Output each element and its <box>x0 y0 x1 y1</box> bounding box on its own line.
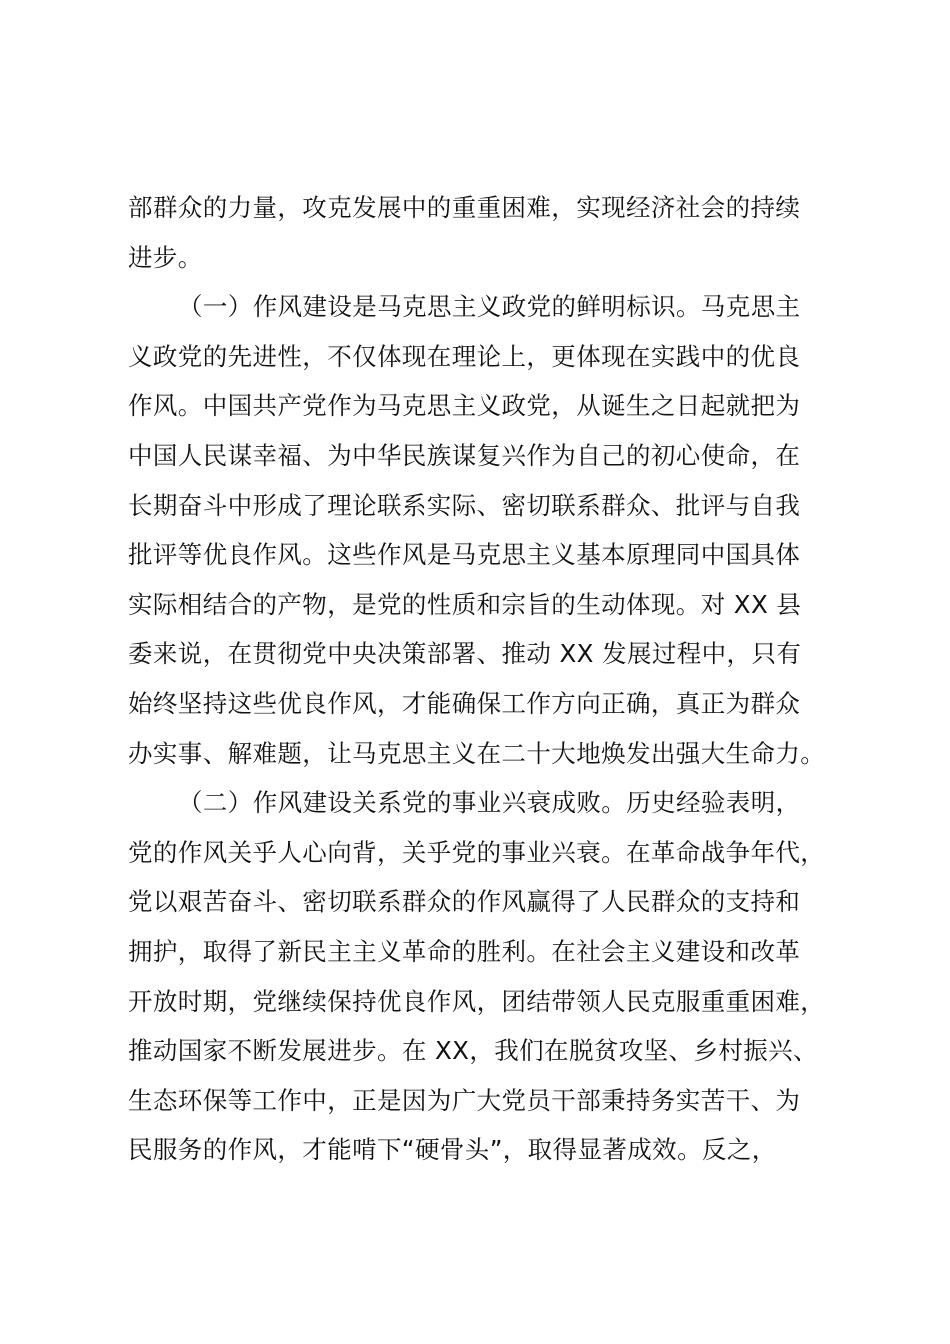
text-line: 办实事、解难题，让马克思主义在二十大地焕发出强大生命力。 <box>128 738 826 768</box>
text-line: 推动国家不断发展进步。在 XX，我们在脱贫攻坚、乡村振兴、 <box>128 1036 818 1066</box>
text-line: 党以艰苦奋斗、密切联系群众的作风赢得了人民群众的支持和 <box>128 887 801 917</box>
text-line: 中国人民谋幸福、为中华民族谋复兴作为自己的初心使命，在 <box>128 440 801 470</box>
text-line: 民服务的作风，才能啃下“硬骨头”，取得显著成效。反之， <box>128 1135 777 1165</box>
text-line: 长期奋斗中形成了理论联系实际、密切联系群众、批评与自我 <box>128 490 801 520</box>
body-text <box>128 183 833 1175</box>
text-line: 开放时期，党继续保持优良作风，团结带领人民克服重重困难， <box>128 986 826 1016</box>
text-line: 拥护，取得了新民主主义革命的胜利。在社会主义建设和改革 <box>128 936 801 966</box>
section-heading-line: （一）作风建设是马克思主义政党的鲜明标识。马克思主 <box>178 292 801 322</box>
text-line: 义政党的先进性，不仅体现在理论上，更体现在实践中的优良 <box>128 341 801 371</box>
section-heading-line: （二）作风建设关系党的事业兴衰成败。历史经验表明， <box>178 788 801 818</box>
text-line: 批评等优良作风。这些作风是马克思主义基本原理同中国具体 <box>128 540 801 570</box>
text-line: 生态环保等工作中，正是因为广大党员干部秉持务实苦干、为 <box>128 1085 801 1115</box>
text-line: 实际相结合的产物，是党的性质和宗旨的生动体现。对 XX 县 <box>128 589 802 619</box>
text-line: 部群众的力量，攻克发展中的重重困难，实现经济社会的持续 <box>128 193 801 222</box>
text-line: 始终坚持这些优良作风，才能确保工作方向正确，真正为群众 <box>128 688 801 718</box>
text-line: 进步。 <box>128 242 203 272</box>
text-line: 委来说，在贯彻党中央决策部署、推动 XX 发展过程中，只有 <box>128 639 802 669</box>
text-line: 党的作风关乎人心向背，关乎党的事业兴衰。在革命战争年代， <box>128 837 826 867</box>
text-line: 作风。中国共产党作为马克思主义政党，从诞生之日起就把为 <box>128 391 801 421</box>
